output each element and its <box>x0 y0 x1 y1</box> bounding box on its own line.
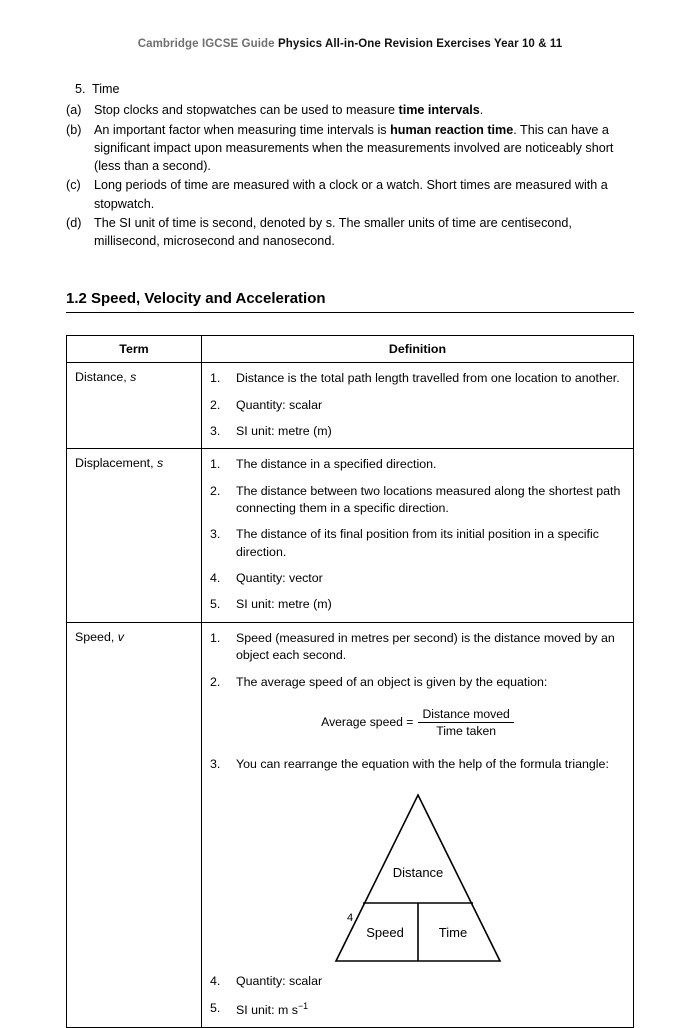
definition-list <box>210 456 625 614</box>
term-label: Speed, <box>75 629 118 644</box>
list-item <box>210 456 625 473</box>
triangle-label-time: Time <box>438 925 467 941</box>
list-item-text: Quantity: vector <box>236 571 323 586</box>
list-item-text: SI unit: metre (m) <box>236 597 332 612</box>
formula-triangle-diagram <box>210 789 625 967</box>
term-label: Displacement, <box>75 456 157 471</box>
sub-item-text <box>94 121 634 176</box>
term-symbol: s <box>156 456 164 471</box>
list-item <box>210 756 625 773</box>
sub-item-text-after: . <box>479 103 484 118</box>
page-footer: 4 <box>346 912 354 924</box>
equation-fraction <box>418 707 513 738</box>
definition-cell-speed <box>202 622 634 1027</box>
equation-lhs: Average speed = <box>321 715 414 730</box>
list-item-index: 2. <box>210 483 221 498</box>
definition-cell-distance <box>202 363 634 449</box>
sub-item-text-bold: human reaction time <box>390 122 514 137</box>
list-item-text: Quantity: scalar <box>236 974 323 989</box>
list-item <box>66 214 634 251</box>
header-guide-title: Cambridge IGCSE Guide <box>137 38 278 50</box>
table-row <box>67 449 634 623</box>
definition-cell-displacement <box>202 449 634 623</box>
list-item-index: 2. <box>210 674 221 689</box>
outline-item-heading <box>66 80 634 98</box>
list-item <box>210 526 625 561</box>
list-item <box>210 630 625 665</box>
si-unit-text: SI unit: m s <box>236 1002 298 1017</box>
sub-item-text-after: . This can have a significant impact upon measurements when the measurements involved are noticeably short (less than a second). <box>94 122 614 173</box>
equation-numerator: Distance moved <box>418 707 513 723</box>
list-item-index: 5. <box>210 597 221 612</box>
term-symbol: v <box>117 629 124 644</box>
formula-triangle-svg <box>333 789 503 967</box>
definition-list <box>210 630 625 691</box>
list-item-index: 1. <box>210 371 221 386</box>
list-item <box>210 973 625 990</box>
list-item-text: SI unit: metre (m) <box>236 423 332 438</box>
page-header <box>66 0 634 50</box>
list-item-index: 3. <box>210 527 221 542</box>
definitions-table <box>66 335 634 1028</box>
list-item <box>66 176 634 213</box>
si-unit-exponent: −1 <box>297 1000 309 1011</box>
list-item-text: The distance between two locations measured along the shortest path connecting them in a specific direction. <box>236 483 621 516</box>
sub-item-text-before: An important factor when measuring time intervals is <box>94 122 391 137</box>
list-item-text-unit <box>236 1000 625 1019</box>
section-heading: 1.2 Speed, Velocity and Acceleration <box>66 290 634 313</box>
outline-item-title: Time <box>92 82 120 96</box>
term-label: Distance, <box>75 370 131 385</box>
table-row <box>67 622 634 1027</box>
list-item-index: 1. <box>210 457 221 472</box>
sub-item-text-before: The SI unit of time is second, denoted by s. The smaller units of time are centisecond, millisecond, microsecond and nanosecond. <box>94 215 572 248</box>
outline-item-number: 5. <box>75 82 86 96</box>
column-header-definition: Definition <box>202 336 634 363</box>
list-item-text: Distance is the total path length travelled from one location to another. <box>236 371 620 386</box>
list-item <box>66 121 634 176</box>
sub-item-label: (c) <box>66 178 81 193</box>
table-row <box>67 363 634 449</box>
sub-item-text <box>94 214 634 251</box>
list-item-index: 5. <box>210 1000 221 1015</box>
list-item-text: You can rearrange the equation with the help of the formula triangle: <box>236 756 609 771</box>
outline-sublist <box>66 101 634 250</box>
header-book-title: Physics All-in-One Revision Exercises Year 10 & 11 <box>277 38 563 50</box>
list-item <box>210 674 625 691</box>
list-item-index: 3. <box>210 756 221 771</box>
sub-item-label: (b) <box>66 122 82 137</box>
definition-list-tail <box>210 973 625 1019</box>
average-speed-equation <box>210 707 625 738</box>
list-item-index: 3. <box>210 423 221 438</box>
sub-item-text-before: Long periods of time are measured with a clock or a watch. Short times are measured with a stopwatch. <box>94 178 608 211</box>
sub-item-label: (d) <box>66 215 82 230</box>
sub-item-text-bold: time intervals <box>398 103 480 118</box>
list-item-text: The average speed of an object is given by the equation: <box>236 674 548 689</box>
list-item-text: Speed (measured in metres per second) is the distance moved by an object each second. <box>236 630 615 663</box>
list-item <box>210 370 625 387</box>
term-cell-distance <box>67 363 202 449</box>
list-item-text: The distance of its final position from its initial position in a specific direction. <box>236 527 599 559</box>
list-item-index: 4. <box>210 571 221 586</box>
sub-item-label: (a) <box>66 103 82 118</box>
term-cell-speed <box>67 622 202 1027</box>
list-item <box>210 596 625 613</box>
list-item <box>210 1000 625 1019</box>
list-item-text: The distance in a specified direction. <box>236 457 437 472</box>
sub-item-text <box>94 101 634 119</box>
sub-item-text <box>94 176 634 213</box>
equation-denominator: Time taken <box>436 723 497 738</box>
list-item <box>210 483 625 518</box>
table-header-row <box>67 336 634 363</box>
term-symbol: s <box>130 370 137 385</box>
list-item <box>210 397 625 414</box>
definition-list <box>210 370 625 440</box>
list-item-index: 2. <box>210 397 221 412</box>
list-item-index: 4. <box>210 974 221 989</box>
list-item-text: Quantity: scalar <box>236 397 323 412</box>
term-cell-displacement <box>67 449 202 623</box>
sub-item-text-before: Stop clocks and stopwatches can be used to measure <box>94 103 399 118</box>
definition-list-continued <box>210 756 625 773</box>
list-item-index: 1. <box>210 630 221 645</box>
triangle-label-distance: Distance <box>392 865 443 881</box>
outline-section-time <box>66 80 634 250</box>
list-item <box>210 423 625 440</box>
column-header-term: Term <box>67 336 202 363</box>
triangle-label-speed: Speed <box>365 925 404 941</box>
list-item <box>66 101 634 119</box>
list-item <box>210 570 625 587</box>
